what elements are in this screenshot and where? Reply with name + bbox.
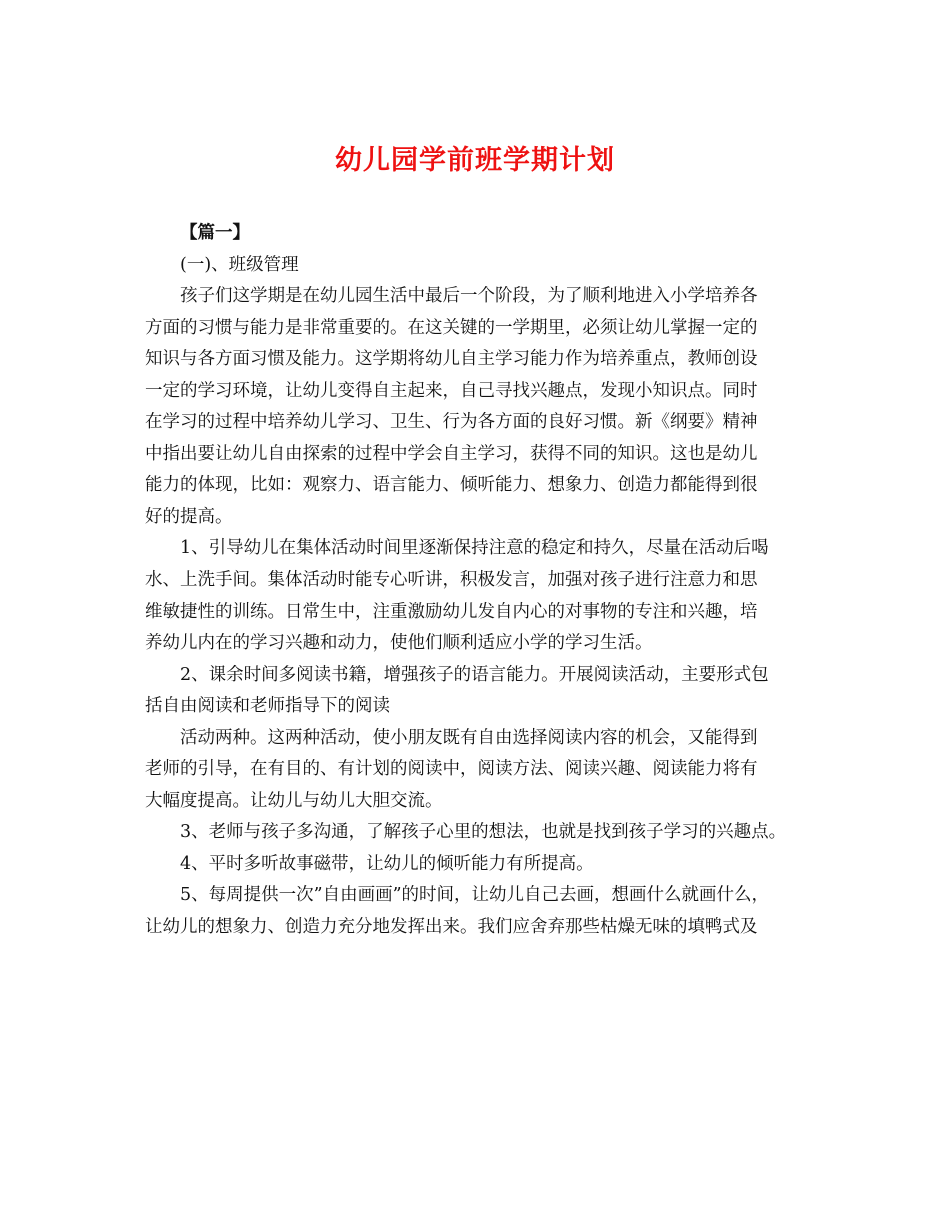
text-line: 4、平时多听故事磁带，让幼儿的倾听能力有所提高。 bbox=[180, 853, 594, 874]
text-line: 大幅度提高。让幼儿与幼儿大胆交流。 bbox=[145, 790, 443, 811]
text-line: 孩子们这学期是在幼儿园生活中最后一个阶段，为了顺利地进入小学培养各 bbox=[180, 286, 758, 307]
text-line: 老师的引导，在有目的、有计划的阅读中，阅读方法、阅读兴趣、阅读能力将有 bbox=[145, 759, 758, 780]
text-line: (一)、班级管理 bbox=[180, 254, 299, 275]
text-line: 让幼儿的想象力、创造力充分地发挥出来。我们应舍弃那些枯燥无味的填鸭式及 bbox=[145, 917, 758, 938]
text-line: 一定的学习环境，让幼儿变得自主起来，自己寻找兴趣点，发现小知识点。同时 bbox=[145, 380, 758, 401]
text-line: 水、上洗手间。集体活动时能专心听讲，积极发言，加强对孩子进行注意力和思 bbox=[145, 570, 758, 591]
text-line: 在学习的过程中培养幼儿学习、卫生、行为各方面的良好习惯。新《纲要》精神 bbox=[145, 412, 758, 433]
section-heading: 【篇一】 bbox=[180, 223, 250, 243]
text-line: 括自由阅读和老师指导下的阅读 bbox=[145, 696, 390, 717]
text-line: 好的提高。 bbox=[145, 506, 233, 527]
text-line: 方面的习惯与能力是非常重要的。在这关键的一学期里，必须让幼儿掌握一定的 bbox=[145, 317, 758, 338]
text-line: 3、老师与孩子多沟通，了解孩子心里的想法，也就是找到孩子学习的兴趣点。 bbox=[180, 822, 787, 843]
text-line: 中指出要让幼儿自由探索的过程中学会自主学习，获得不同的知识。这也是幼儿 bbox=[145, 443, 758, 464]
text-line: 能力的体现，比如：观察力、语言能力、倾听能力、想象力、创造力都能得到很 bbox=[145, 475, 758, 496]
text-line: 养幼儿内在的学习兴趣和动力，使他们顺利适应小学的学习生活。 bbox=[145, 633, 653, 654]
document-title: 幼儿园学前班学期计划 bbox=[335, 145, 615, 176]
document-body bbox=[145, 218, 815, 944]
text-line: 知识与各方面习惯及能力。这学期将幼儿自主学习能力作为培养重点，教师创设 bbox=[145, 349, 758, 370]
text-line: 5、每周提供一次”自由画画”的时间，让幼儿自己去画，想画什么就画什么， bbox=[180, 885, 770, 906]
text-line: 2、课余时间多阅读书籍，增强孩子的语言能力。开展阅读活动，主要形式包 bbox=[180, 664, 769, 685]
text-line: 维敏捷性的训练。日常生中，注重激励幼儿发自内心的对事物的专注和兴趣，培 bbox=[145, 601, 758, 622]
text-line: 1、引导幼儿在集体活动时间里逐渐保持注意的稳定和持久，尽量在活动后喝 bbox=[180, 538, 769, 559]
text-line: 活动两种。这两种活动，使小朋友既有自由选择阅读内容的机会，又能得到 bbox=[180, 727, 758, 748]
